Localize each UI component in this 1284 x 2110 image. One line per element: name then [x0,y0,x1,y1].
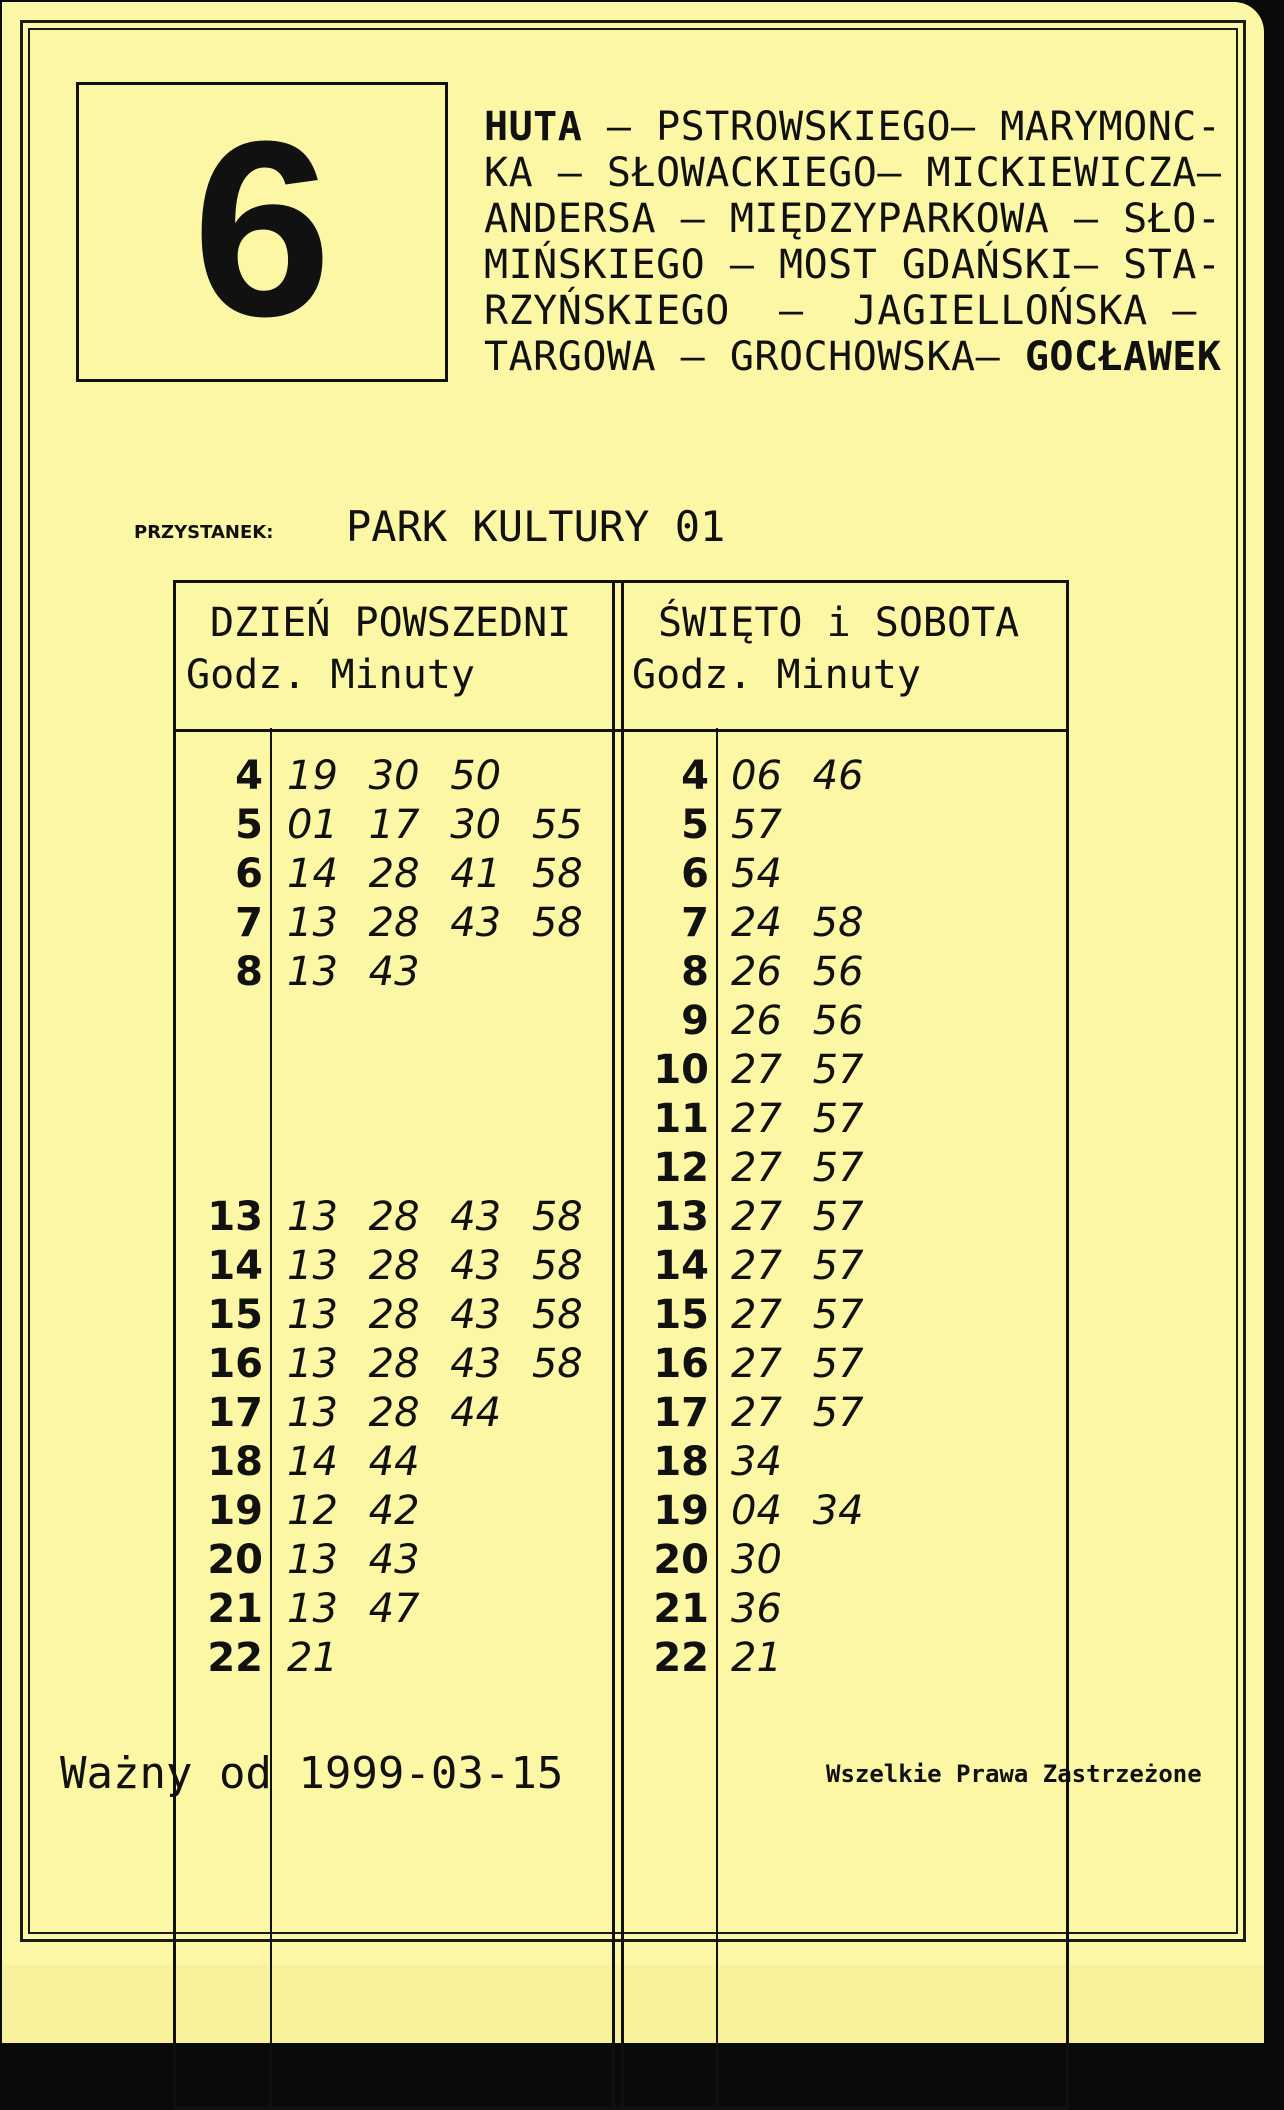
holiday-hour: 6 [681,851,709,897]
weekday-row [173,850,613,899]
holiday-subheader: Godz. Minuty [632,652,921,698]
weekday-hour: 15 [207,1292,263,1338]
weekday-minutes: 13 28 43 58 [287,1341,583,1387]
valid-from: Ważny od 1999-03-15 [60,1748,564,1799]
weekday-hour: 7 [235,900,263,946]
holiday-row [621,752,1069,801]
weekday-minutes: 19 30 50 [287,753,502,799]
holiday-minutes: 27 57 [731,1390,864,1436]
stop-name: PARK KULTURY 01 [346,502,726,551]
weekday-row [173,1438,613,1487]
weekday-minutes: 12 42 [287,1488,420,1534]
route-line-2: KA – SŁOWACKIEGO– MICKIEWICZA– [484,150,1222,196]
weekday-minutes: 13 28 43 58 [287,900,583,946]
weekday-row [173,1389,613,1438]
route-line-5: RZYŃSKIEGO – JAGIELLOŃSKA – [484,288,1197,334]
weekday-row [173,1585,613,1634]
holiday-minutes: 27 57 [731,1243,864,1289]
holiday-row [621,1438,1069,1487]
weekday-row [173,1193,613,1242]
holiday-hour: 5 [681,802,709,848]
weekday-hour: 14 [207,1243,263,1289]
holiday-row [621,1634,1069,1683]
line-number-box [76,82,448,382]
header-gap [186,706,606,728]
holiday-hour: 17 [653,1390,709,1436]
weekday-minutes: 13 47 [287,1586,420,1632]
route-line-6 [484,334,1232,380]
stop-label: PRZYSTANEK: [134,522,274,543]
route-line-6-text: TARGOWA – GROCHOWSKA– [484,334,1025,380]
weekday-row [173,801,613,850]
route-line-1-rest: – PSTROWSKIEGO– MARYMONC- [582,104,1222,150]
holiday-minutes: 36 [731,1586,782,1632]
weekday-row [173,1095,613,1144]
holiday-row [621,1340,1069,1389]
holiday-row [621,1095,1069,1144]
holiday-hour: 16 [653,1341,709,1387]
holiday-minutes: 21 [731,1635,782,1681]
weekday-row [173,1340,613,1389]
holiday-row [621,1193,1069,1242]
holiday-minutes: 57 [731,802,782,848]
weekday-minutes: 13 43 [287,949,420,995]
route-start-stop: HUTA [484,104,583,150]
holiday-hour: 14 [653,1243,709,1289]
weekday-row [173,1242,613,1291]
header-gap [627,706,1065,728]
route-end-stop: GOCŁAWEK [1024,334,1222,380]
weekday-row [173,1536,613,1585]
weekday-minutes: 13 28 44 [287,1390,502,1436]
weekday-hour: 13 [207,1194,263,1240]
weekday-hour: 5 [235,802,263,848]
holiday-schedule [621,752,1069,1683]
holiday-minutes: 26 56 [731,949,864,995]
weekday-minutes: 13 28 43 58 [287,1292,583,1338]
holiday-row [621,1046,1069,1095]
weekday-minutes: 01 17 30 55 [287,802,583,848]
holiday-minutes: 30 [731,1537,782,1583]
holiday-hour: 20 [653,1537,709,1583]
holiday-hour: 21 [653,1586,709,1632]
holiday-minutes: 27 57 [731,1096,864,1142]
holiday-row [621,1291,1069,1340]
holiday-hour: 18 [653,1439,709,1485]
weekday-row [173,752,613,801]
weekday-row [173,1144,613,1193]
holiday-hour: 19 [653,1488,709,1534]
header-divider [173,729,1069,732]
weekday-minutes: 13 28 43 58 [287,1194,583,1240]
weekday-hour: 6 [235,851,263,897]
holiday-minutes: 06 46 [731,753,864,799]
weekday-minutes: 21 [287,1635,338,1681]
holiday-row [621,801,1069,850]
holiday-hour: 12 [653,1145,709,1191]
weekday-hour: 8 [235,949,263,995]
copyright-notice: Wszelkie Prawa Zastrzeżone [826,1760,1202,1788]
holiday-row [621,1536,1069,1585]
weekday-minutes: 13 43 [287,1537,420,1583]
holiday-minutes: 24 58 [731,900,864,946]
holiday-minutes: 27 57 [731,1194,864,1240]
holiday-hour: 22 [653,1635,709,1681]
line-number: 6 [192,89,332,368]
weekday-minutes: 14 28 41 58 [287,851,583,897]
holiday-hour: 9 [681,998,709,1044]
weekday-subheader: Godz. Minuty [186,652,475,698]
weekday-hour: 19 [207,1488,263,1534]
weekday-hour: 16 [207,1341,263,1387]
weekday-hour: 4 [235,753,263,799]
route-line-4: MIŃSKIEGO – MOST GDAŃSKI– STA- [484,242,1222,288]
route-line-1 [484,104,1232,150]
holiday-row [621,1585,1069,1634]
weekday-row [173,1634,613,1683]
holiday-row [621,948,1069,997]
holiday-hour: 10 [653,1047,709,1093]
weekday-row [173,1291,613,1340]
weekday-row [173,948,613,997]
weekday-row [173,899,613,948]
weekday-hour: 22 [207,1635,263,1681]
holiday-hour: 7 [681,900,709,946]
holiday-minutes: 04 34 [731,1488,864,1534]
holiday-minutes: 27 57 [731,1145,864,1191]
weekday-title: DZIEŃ POWSZEDNI [210,600,572,646]
weekday-row [173,997,613,1046]
holiday-row [621,1389,1069,1438]
holiday-hour: 11 [653,1096,709,1142]
holiday-minutes: 27 57 [731,1292,864,1338]
weekday-minutes: 14 44 [287,1439,420,1485]
weekday-hour: 20 [207,1537,263,1583]
weekday-hour: 21 [207,1586,263,1632]
holiday-minutes: 27 57 [731,1047,864,1093]
holiday-hour: 4 [681,753,709,799]
holiday-minutes: 34 [731,1439,782,1485]
weekday-row [173,1487,613,1536]
weekday-row [173,1046,613,1095]
holiday-minutes: 54 [731,851,782,897]
holiday-minutes: 26 56 [731,998,864,1044]
holiday-row [621,1242,1069,1291]
holiday-title: ŚWIĘTO i SOBOTA [658,600,1020,646]
weekday-hour: 17 [207,1390,263,1436]
holiday-minutes: 27 57 [731,1341,864,1387]
holiday-row [621,1144,1069,1193]
holiday-row [621,899,1069,948]
weekday-hour: 18 [207,1439,263,1485]
holiday-row [621,850,1069,899]
holiday-row [621,1487,1069,1536]
route-description [484,104,1232,380]
weekday-schedule [173,752,613,1683]
holiday-row [621,997,1069,1046]
weekday-minutes: 13 28 43 58 [287,1243,583,1289]
holiday-hour: 8 [681,949,709,995]
holiday-hour: 13 [653,1194,709,1240]
route-line-3: ANDERSA – MIĘDZYPARKOWA – SŁO- [484,196,1222,242]
holiday-hour: 15 [653,1292,709,1338]
